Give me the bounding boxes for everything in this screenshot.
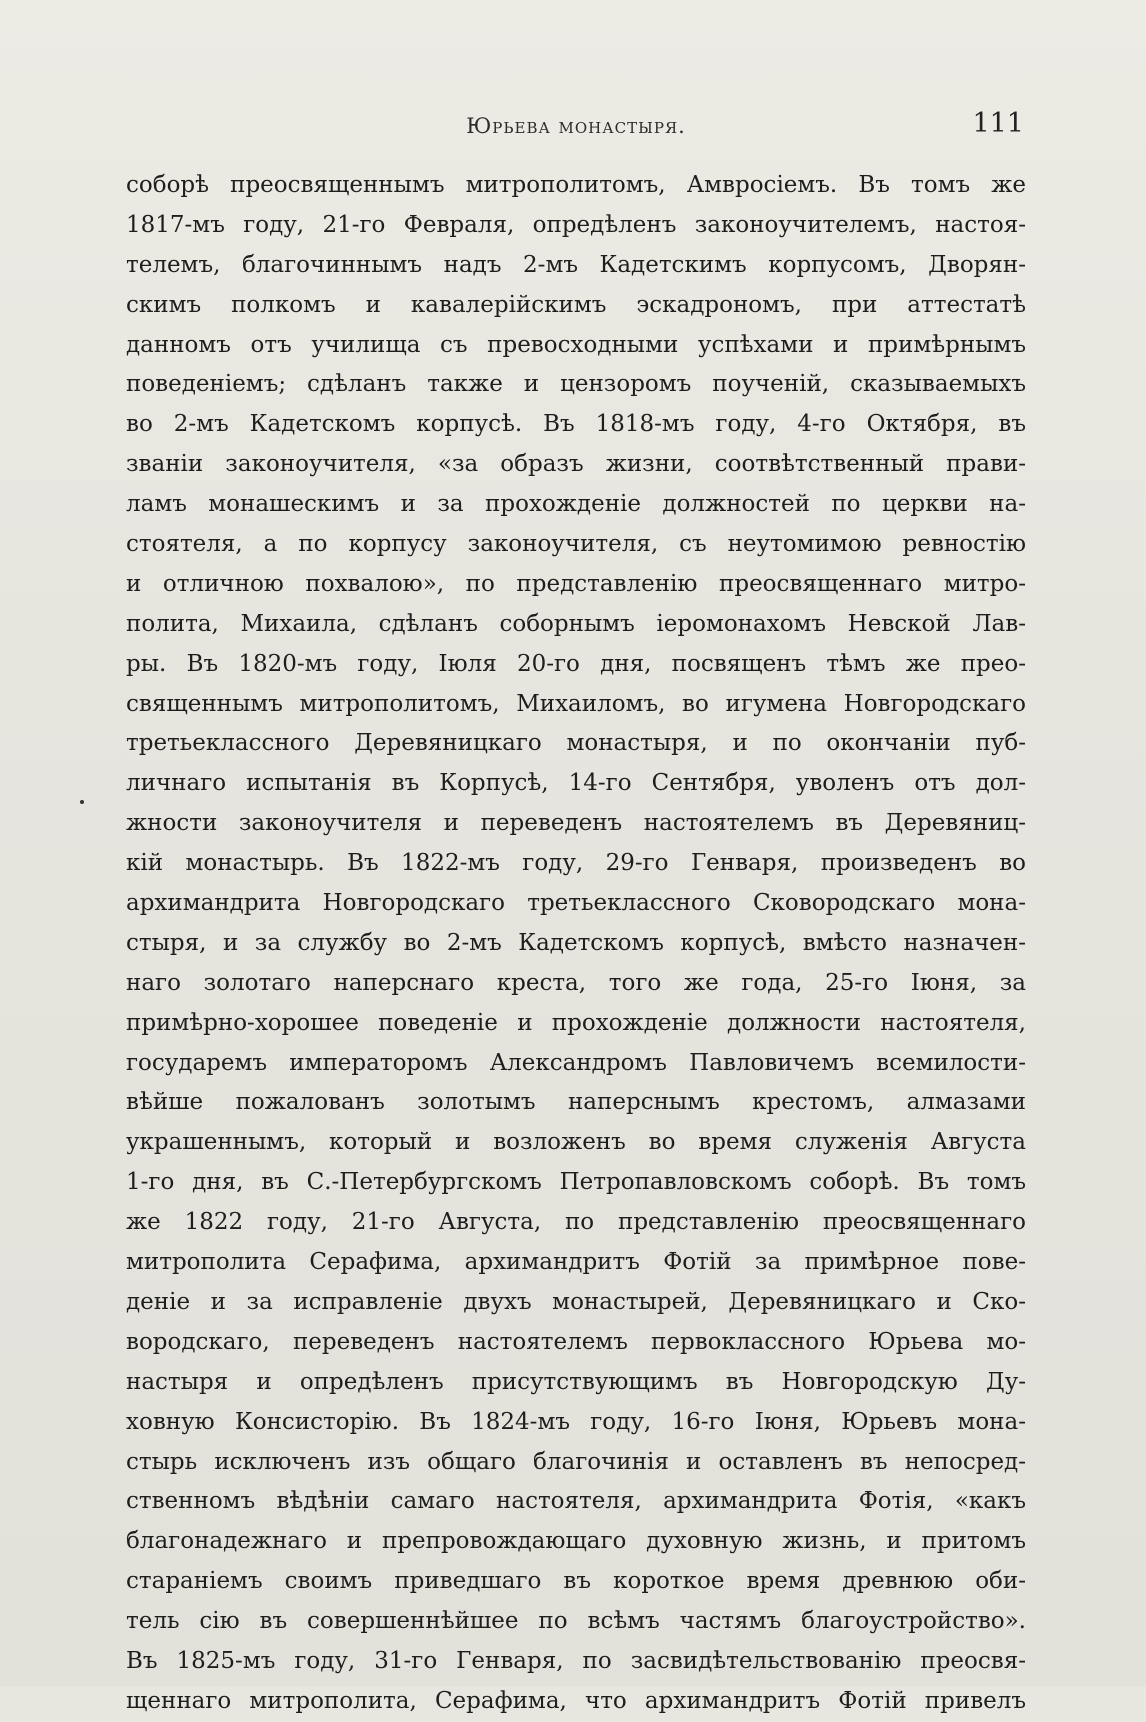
text-line: кій монастырь. Въ 1822-мъ году, 29-го Генваря, произведенъ во xyxy=(126,850,1026,877)
text-line: полита, Михаила, сдѣланъ соборнымъ іеромонахомъ Невской Лав- xyxy=(126,610,1026,637)
text-line: щеннаго митрополита, Серафима, что архимандритъ Фотій привелъ xyxy=(126,1687,1026,1714)
text-line: скимъ полкомъ и кавалерійскимъ эскадрономъ, при аттестатѣ xyxy=(126,291,1026,318)
text-line: стараніемъ своимъ приведшаго въ короткое время древнюю оби- xyxy=(126,1568,1026,1595)
text-line: стоятеля, а по корпусу законоучителя, съ неутомимою ревностію xyxy=(126,531,1026,558)
text-line: жности законоучителя и переведенъ настоятелемъ въ Деревяниц- xyxy=(126,810,1026,837)
text-line: украшеннымъ, который и возложенъ во время служенія Августа xyxy=(126,1129,1026,1156)
text-line: званіи законоучителя, «за образъ жизни, соотвѣтственный прави- xyxy=(126,451,1026,478)
text-line: 1817-мъ году, 21-го Февраля, опредѣленъ законоучителемъ, настоя- xyxy=(126,211,1026,238)
text-line: ственномъ вѣдѣніи самаго настоятеля, архимандрита Фотія, «какъ xyxy=(126,1488,1026,1515)
ink-speck xyxy=(80,800,84,804)
text-line: и отличною похвалою», по представленію преосвященнаго митро- xyxy=(126,570,1026,597)
text-line: ламъ монашескимъ и за прохожденіе должностей по церкви на- xyxy=(126,491,1026,518)
text-line: личнаго испытанія въ Корпусѣ, 14-го Сентября, уволенъ отъ дол- xyxy=(126,770,1026,797)
text-line: Въ 1825-мъ году, 31-го Генваря, по засвидѣтельствованію преосвя- xyxy=(126,1647,1026,1674)
text-line: данномъ отъ училища съ превосходными успѣхами и примѣрнымъ xyxy=(126,331,1026,358)
text-line: 1-го дня, въ С.-Петербургскомъ Петропавловскомъ соборѣ. Въ томъ xyxy=(126,1169,1026,1196)
text-line: ховную Консисторію. Въ 1824-мъ году, 16-го Іюня, Юрьевъ мона- xyxy=(126,1408,1026,1435)
text-line: митрополита Серафима, архимандритъ Фотій за примѣрное пове- xyxy=(126,1249,1026,1276)
body-text xyxy=(126,166,1026,1722)
text-line: вѣйше пожалованъ золотымъ наперснымъ крестомъ, алмазами xyxy=(126,1089,1026,1116)
page-header xyxy=(128,108,1024,148)
text-line: вородскаго, переведенъ настоятелемъ первоклассного Юрьева мо- xyxy=(126,1328,1026,1355)
text-line: архимандрита Новгородскаго третьеклассного Сковородскаго мона- xyxy=(126,890,1026,917)
text-line: телемъ, благочиннымъ надъ 2-мъ Кадетскимъ корпусомъ, Дворян- xyxy=(126,251,1026,278)
text-line: благонадежнаго и препровождающаго духовную жизнь, и притомъ xyxy=(126,1528,1026,1555)
text-line: же 1822 году, 21-го Августа, по представленію преосвященнаго xyxy=(126,1209,1026,1236)
text-line: поведеніемъ; сдѣланъ также и цензоромъ поученій, сказываемыхъ xyxy=(126,371,1026,398)
text-line: настыря и опредѣленъ присутствующимъ въ Новгородскую Ду- xyxy=(126,1368,1026,1395)
text-line: тель сію въ совершеннѣйшее по всѣмъ частямъ благоустройство». xyxy=(126,1608,1026,1635)
text-line: наго золотаго наперснаго креста, того же года, 25-го Іюня, за xyxy=(126,969,1026,996)
text-line: примѣрно-хорошее поведеніе и прохожденіе должности настоятеля, xyxy=(126,1009,1026,1036)
text-line: священнымъ митрополитомъ, Михаиломъ, во игумена Новгородскаго xyxy=(126,690,1026,717)
text-line: ры. Въ 1820-мъ году, Іюля 20-го дня, посвященъ тѣмъ же прео- xyxy=(126,650,1026,677)
text-line: государемъ императоромъ Александромъ Павловичемъ всемилости- xyxy=(126,1049,1026,1076)
text-line: соборѣ преосвященнымъ митрополитомъ, Амвросіемъ. Въ томъ же xyxy=(126,172,1026,198)
text-line: во 2-мъ Кадетскомъ корпусѣ. Въ 1818-мъ году, 4-го Октября, въ xyxy=(126,411,1026,438)
text-line: стырь исключенъ изъ общаго благочинія и оставленъ въ непосред- xyxy=(126,1448,1026,1475)
running-title: Юрьева монастыря. xyxy=(466,114,686,138)
page-number: 111 xyxy=(972,108,1024,139)
text-line: стыря, и за службу во 2-мъ Кадетскомъ корпусѣ, вмѣсто назначен- xyxy=(126,929,1026,956)
text-line: деніе и за исправленіе двухъ монастырей, Деревяницкаго и Ско- xyxy=(126,1288,1026,1315)
text-line: третьеклассного Деревяницкаго монастыря, и по окончаніи пуб- xyxy=(126,730,1026,757)
